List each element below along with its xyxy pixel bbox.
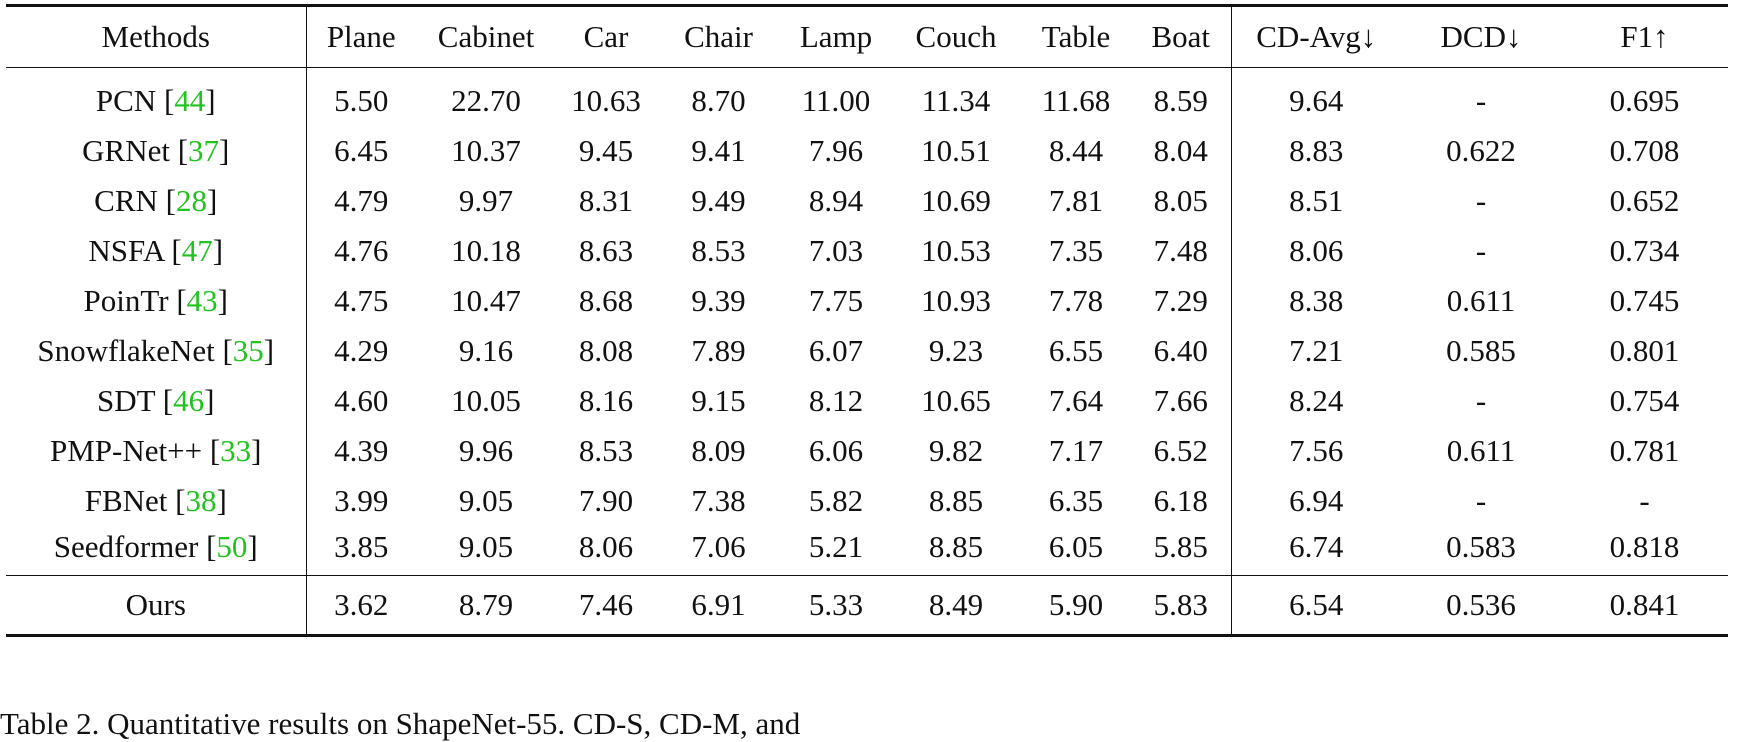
value-cell: 9.97 xyxy=(458,182,514,218)
column-header-plane: Plane xyxy=(306,6,416,68)
value-cell: 3.85 xyxy=(334,529,389,565)
value-cell: 6.94 xyxy=(1289,482,1344,518)
value-cell: 9.82 xyxy=(928,432,984,468)
value-cell: 0.818 xyxy=(1609,529,1680,565)
value-cell: 8.12 xyxy=(808,382,864,418)
value-cell: 5.21 xyxy=(808,529,864,565)
value-cell: 8.51 xyxy=(1289,182,1344,218)
citation-link[interactable]: 46 xyxy=(173,382,205,418)
value-cell: 0.745 xyxy=(1609,282,1680,318)
value-cell: 7.48 xyxy=(1131,226,1231,276)
column-header-methods: Methods xyxy=(6,6,306,68)
value-cell: 8.09 xyxy=(691,432,746,468)
method-name: GRNet xyxy=(82,132,170,168)
table-row xyxy=(6,526,1728,576)
ours-row xyxy=(6,576,1728,636)
value-cell: 11.68 xyxy=(1041,82,1111,118)
method-name-cell: NSFA [47] xyxy=(6,226,306,276)
method-name-cell: PoinTr [43] xyxy=(6,276,306,326)
method-name: NSFA xyxy=(88,232,164,268)
method-name-cell: GRNet [37] xyxy=(6,126,306,176)
value-cell: 6.54 xyxy=(1231,576,1401,636)
value-cell: 11.00 xyxy=(801,82,871,118)
citation-link[interactable]: 50 xyxy=(216,529,248,565)
value-cell: 8.06 xyxy=(578,529,634,565)
value-cell: 10.69 xyxy=(921,182,991,218)
value-cell: 6.06 xyxy=(808,432,864,468)
value-cell: 6.05 xyxy=(1048,529,1104,565)
citation-link[interactable]: 38 xyxy=(185,482,217,518)
value-cell: 8.94 xyxy=(808,182,864,218)
table-row xyxy=(6,476,1728,526)
value-cell: 6.52 xyxy=(1131,426,1231,476)
value-cell: 9.39 xyxy=(691,282,746,318)
table-row xyxy=(6,176,1728,226)
column-header-couch: Couch xyxy=(891,6,1021,68)
value-cell: 7.38 xyxy=(691,482,746,518)
value-cell: - xyxy=(1475,182,1487,218)
value-cell: 4.75 xyxy=(334,282,389,318)
value-cell: 8.38 xyxy=(1289,282,1344,318)
method-name: CRN xyxy=(94,182,158,218)
value-cell: - xyxy=(1475,82,1487,118)
value-cell: 4.76 xyxy=(334,232,389,268)
results-table xyxy=(6,4,1728,637)
method-name-cell: CRN [28] xyxy=(6,176,306,226)
value-cell: 9.05 xyxy=(458,482,514,518)
value-cell: 8.53 xyxy=(691,232,746,268)
value-cell: 8.85 xyxy=(928,529,984,565)
method-name: PCN xyxy=(95,82,157,118)
header-row xyxy=(6,6,1728,68)
value-cell: 9.49 xyxy=(691,182,746,218)
value-cell: 0.583 xyxy=(1446,529,1516,565)
value-cell: 0.781 xyxy=(1609,432,1680,468)
citation-link[interactable]: 33 xyxy=(220,432,252,468)
value-cell: 9.41 xyxy=(691,132,746,168)
value-cell: - xyxy=(1475,482,1487,518)
method-name: FBNet xyxy=(84,482,168,518)
value-cell: 7.03 xyxy=(808,232,864,268)
table-row xyxy=(6,226,1728,276)
citation-link[interactable]: 43 xyxy=(186,282,218,318)
value-cell: 0.611 xyxy=(1446,432,1516,468)
value-cell: 7.75 xyxy=(808,282,864,318)
table-row xyxy=(6,326,1728,376)
value-cell: 10.93 xyxy=(921,282,991,318)
table-header xyxy=(6,6,1728,68)
column-header-lamp: Lamp xyxy=(781,6,891,68)
results-table-container xyxy=(6,4,1728,637)
value-cell: 10.05 xyxy=(451,382,521,418)
table-row xyxy=(6,68,1728,126)
value-cell: 0.622 xyxy=(1446,132,1516,168)
method-name-cell: PCN [44] xyxy=(6,68,306,126)
table-body xyxy=(6,68,1728,576)
table-row xyxy=(6,126,1728,176)
value-cell: 7.90 xyxy=(578,482,634,518)
value-cell: 7.06 xyxy=(691,529,746,565)
column-header-cd-avg: CD-Avg↓ xyxy=(1231,6,1401,68)
value-cell: 8.04 xyxy=(1131,126,1231,176)
value-cell: 8.16 xyxy=(578,382,634,418)
value-cell: 8.06 xyxy=(1289,232,1344,268)
column-header-chair: Chair xyxy=(656,6,781,68)
column-header-car: Car xyxy=(556,6,656,68)
value-cell: 8.79 xyxy=(416,576,556,636)
value-cell: 8.49 xyxy=(891,576,1021,636)
value-cell: 9.45 xyxy=(578,132,634,168)
value-cell: 7.17 xyxy=(1048,432,1104,468)
citation-link[interactable]: 35 xyxy=(232,332,264,368)
value-cell: 8.08 xyxy=(578,332,634,368)
value-cell: 0.695 xyxy=(1609,82,1680,118)
table-row xyxy=(6,426,1728,476)
citation-link[interactable]: 28 xyxy=(176,182,207,218)
value-cell: 7.46 xyxy=(556,576,656,636)
column-header-boat: Boat xyxy=(1131,6,1231,68)
method-name-cell: SDT [46] xyxy=(6,376,306,426)
value-cell: 8.59 xyxy=(1131,68,1231,126)
method-name: PoinTr xyxy=(83,282,169,318)
value-cell: 9.05 xyxy=(458,529,514,565)
value-cell: 9.64 xyxy=(1289,82,1344,118)
value-cell: 6.07 xyxy=(808,332,864,368)
column-header-f1: F1↑ xyxy=(1561,6,1728,68)
value-cell: 0.841 xyxy=(1561,576,1728,636)
value-cell: 9.23 xyxy=(928,332,984,368)
method-name: SnowflakeNet xyxy=(37,332,215,368)
value-cell: 5.85 xyxy=(1131,526,1231,576)
value-cell: 9.96 xyxy=(458,432,514,468)
value-cell: 9.16 xyxy=(458,332,514,368)
value-cell: 8.44 xyxy=(1048,132,1104,168)
value-cell: 10.51 xyxy=(921,132,991,168)
value-cell: 9.15 xyxy=(691,382,746,418)
method-name: SDT xyxy=(97,382,156,418)
value-cell: 7.66 xyxy=(1131,376,1231,426)
value-cell: 4.60 xyxy=(334,382,389,418)
value-cell: - xyxy=(1475,382,1487,418)
value-cell: 7.89 xyxy=(691,332,746,368)
value-cell: 10.53 xyxy=(921,232,991,268)
column-header-table: Table xyxy=(1021,6,1131,68)
value-cell: 0.611 xyxy=(1446,282,1516,318)
value-cell: 5.82 xyxy=(808,482,864,518)
method-name-cell: FBNet [38] xyxy=(6,476,306,526)
citation-link[interactable]: 37 xyxy=(188,132,220,168)
value-cell: 0.734 xyxy=(1609,232,1680,268)
value-cell: 8.05 xyxy=(1131,176,1231,226)
value-cell: 10.37 xyxy=(451,132,521,168)
value-cell: - xyxy=(1639,482,1650,518)
table-caption: Table 2. Quantitative results on ShapeNet-55. CD-S, CD-M, and xyxy=(0,706,801,741)
value-cell: 6.40 xyxy=(1131,326,1231,376)
method-name: PMP-Net++ xyxy=(50,432,203,468)
value-cell: 7.29 xyxy=(1131,276,1231,326)
value-cell: 7.96 xyxy=(808,132,864,168)
value-cell: 10.18 xyxy=(451,232,521,268)
value-cell: 5.33 xyxy=(781,576,891,636)
value-cell: 8.83 xyxy=(1289,132,1344,168)
value-cell: 7.78 xyxy=(1048,282,1104,318)
value-cell: 6.35 xyxy=(1048,482,1104,518)
column-header-cabinet: Cabinet xyxy=(416,6,556,68)
value-cell: 22.70 xyxy=(451,82,521,118)
value-cell: 0.585 xyxy=(1446,332,1516,368)
value-cell: 5.90 xyxy=(1021,576,1131,636)
value-cell: 7.35 xyxy=(1048,232,1104,268)
value-cell: 3.99 xyxy=(334,482,389,518)
value-cell: 0.536 xyxy=(1401,576,1561,636)
value-cell: 8.70 xyxy=(691,82,746,118)
citation-link[interactable]: 44 xyxy=(174,82,206,118)
value-cell: 10.47 xyxy=(451,282,521,318)
value-cell: 8.53 xyxy=(578,432,634,468)
method-name-cell: Seedformer [50] xyxy=(6,526,306,576)
column-header-dcd: DCD↓ xyxy=(1401,6,1561,68)
value-cell: 8.63 xyxy=(578,232,634,268)
method-name: Seedformer xyxy=(53,529,199,565)
value-cell: 10.65 xyxy=(921,382,991,418)
value-cell: 6.55 xyxy=(1048,332,1104,368)
value-cell: 8.24 xyxy=(1289,382,1344,418)
value-cell: 4.39 xyxy=(334,432,389,468)
method-name-cell: PMP-Net++ [33] xyxy=(6,426,306,476)
value-cell: 7.64 xyxy=(1048,382,1104,418)
value-cell: - xyxy=(1475,232,1487,268)
value-cell: 8.31 xyxy=(578,182,634,218)
value-cell: 8.85 xyxy=(928,482,984,518)
value-cell: 7.81 xyxy=(1048,182,1104,218)
method-name-cell: SnowflakeNet [35] xyxy=(6,326,306,376)
value-cell: 6.45 xyxy=(334,132,389,168)
table-row xyxy=(6,376,1728,426)
value-cell: 3.62 xyxy=(306,576,416,636)
value-cell: 6.74 xyxy=(1289,529,1344,565)
value-cell: 10.63 xyxy=(571,82,641,118)
value-cell: 8.68 xyxy=(578,282,634,318)
value-cell: 7.56 xyxy=(1289,432,1344,468)
value-cell: 11.34 xyxy=(921,82,991,118)
citation-link[interactable]: 47 xyxy=(181,232,213,268)
value-cell: 5.50 xyxy=(334,82,389,118)
method-name: Ours xyxy=(6,576,306,636)
value-cell: 0.652 xyxy=(1609,182,1680,218)
value-cell: 6.91 xyxy=(656,576,781,636)
table-row xyxy=(6,276,1728,326)
value-cell: 4.79 xyxy=(334,182,389,218)
value-cell: 4.29 xyxy=(334,332,389,368)
value-cell: 0.754 xyxy=(1609,382,1680,418)
ours-section xyxy=(6,576,1728,636)
value-cell: 6.18 xyxy=(1131,476,1231,526)
value-cell: 0.708 xyxy=(1609,132,1680,168)
value-cell: 0.801 xyxy=(1609,332,1680,368)
value-cell: 5.83 xyxy=(1131,576,1231,636)
value-cell: 7.21 xyxy=(1289,332,1344,368)
